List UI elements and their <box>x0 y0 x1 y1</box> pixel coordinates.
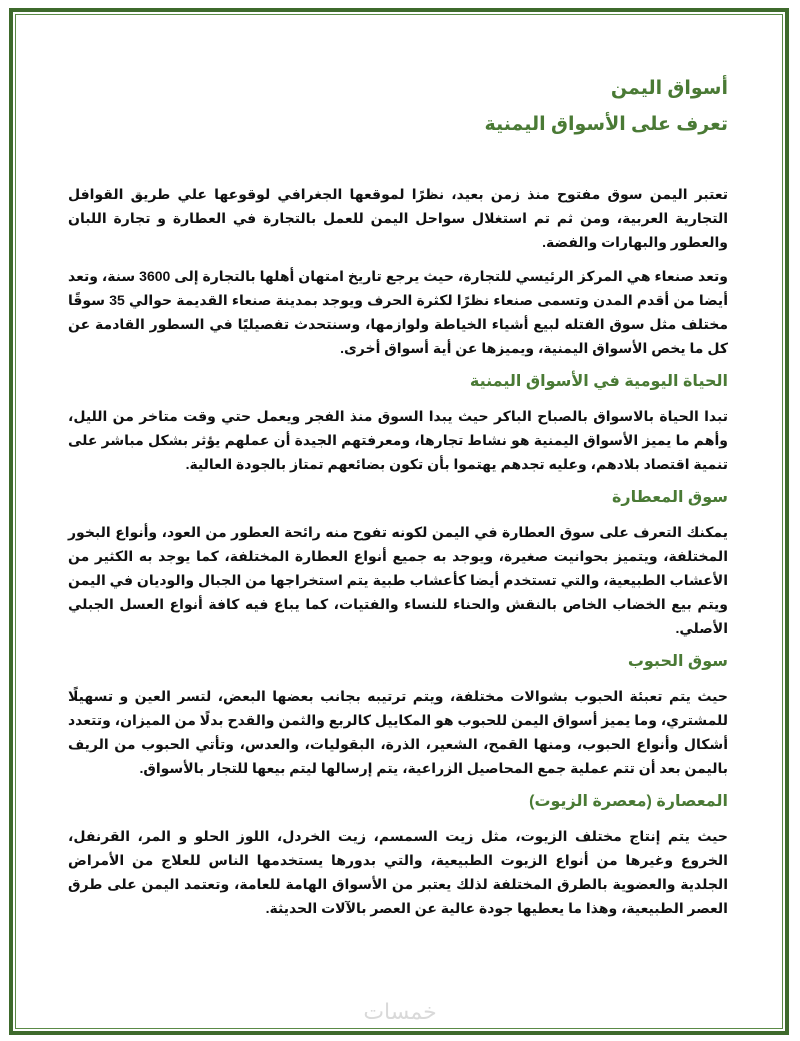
section-body-daily-life: تبدا الحياة بالاسواق بالصباح الباكر حيث يبدا السوق منذ الفجر ويعمل حتي وقت متاخر من الليل، وأهم ما يميز الأسواق اليمنية هو نشاط تجارها، ومعرفتهم الجيدة أن عملهم يؤثر بشكل مباشر على تنمية اقتصاد بلادهم، وعليه تجدهم يهتموا بأن تكون بضائعهم تمتاز بالجودة العالية. <box>68 408 728 472</box>
section-heading-daily-life: الحياة اليومية في الأسواق اليمنية <box>469 373 728 390</box>
section-heading-spice-market: سوق المعطارة <box>611 489 728 506</box>
section-heading-oil-press: المعصارة (معصرة الزيوت) <box>529 793 728 810</box>
section-body-spice-market: يمكنك التعرف على سوق العطارة في اليمن لكونه تفوح منه رائحة العطور من العود، وأنواع البخور المختلفة، ويتميز بحوانيت صغيرة، ويوجد به جميع أنواع العطارة المختلفة، كما يوجد به الكثير من الأعشاب الطبيعية، والتي تستخدم أيضا كأعشاب طبية يتم استخراجها من الجبال والوديان في اليمن ويتم بيع الخضاب الخاص بالنقش والحناء للنساء والفتيات، كما يباع فيه كافة أنواع العسل الجبلي الأصلي. <box>68 524 728 636</box>
document-page <box>68 76 728 930</box>
section-heading-grain-market: سوق الحبوب <box>627 653 728 670</box>
section-body-grain-market: حيث يتم تعبئة الحبوب بشوالات مختلفة، ويتم ترتيبه بجانب بعضها البعض، لتسر العين و تسهيلًا للمشتري، وما يميز أسواق اليمن للحبوب هو المكاييل كالربع والثمن والقدح بدلًا من الميزان، وتتعدد أشكال وأنواع الحبوب، ومنها القمح، الشعير، الذرة، البقوليات، والعدس، وتأتي الحبوب من الريف باليمن بعد أن تتم عملية جمع المحاصيل الزراعية، يتم إرسالها ليتم بيعها للتجار بالأسواق. <box>68 688 728 776</box>
intro-paragraph: تعتبر اليمن سوق مفتوح منذ زمن بعيد، نظرًا لموقعها الجغرافي لوقوعها علي طريق القوافل التجارية العربية، ومن ثم تم استغلال سواحل اليمن للعمل بالتجارة في العطارة و تجارة اللبان والعطور والبهارات والفضة. <box>68 186 729 250</box>
document-title: أسواق اليمن <box>610 78 728 99</box>
section-body-oil-press: حيث يتم إنتاج مختلف الزيوت، مثل زيت السمسم، زيت الخردل، اللوز الحلو و المر، القرنفل، الخروع وغيرها من أنواع الزيوت الطبيعية، والتي بدورها يستخدمها الناس للعلاج من الأمراض الجلدية والعضوية بالطرق المختلفة لذلك يعتبر من الأسواق الهامة للعامة، وتعتمد اليمن على طرق العصر الطبيعية، وهذا ما يعطيها جودة عالية عن العصر بالآلات الحديثة. <box>68 828 728 916</box>
intro-paragraph: وتعد صنعاء هي المركز الرئيسي للتجارة، حيث يرجع تاريخ امتهان أهلها بالتجارة إلى 3600 سنة، وتعد أيضا من أقدم المدن وتسمى صنعاء نظرًا لكثرة الحرف ويوجد بمدينة صنعاء القديمة حوالي 35 سوقًا مختلف مثل سوق الفتله لبيع أشياء الخياطة ولوازمها، وسنتحدث تفصيليًا في السطور القادمة عن كل ما يخص الأسواق اليمنية، ويميزها عن أية أسواق أخرى. <box>68 268 728 356</box>
document-subtitle: تعرف على الأسواق اليمنية <box>484 114 728 135</box>
watermark-logo: خمسات <box>363 1000 437 1025</box>
